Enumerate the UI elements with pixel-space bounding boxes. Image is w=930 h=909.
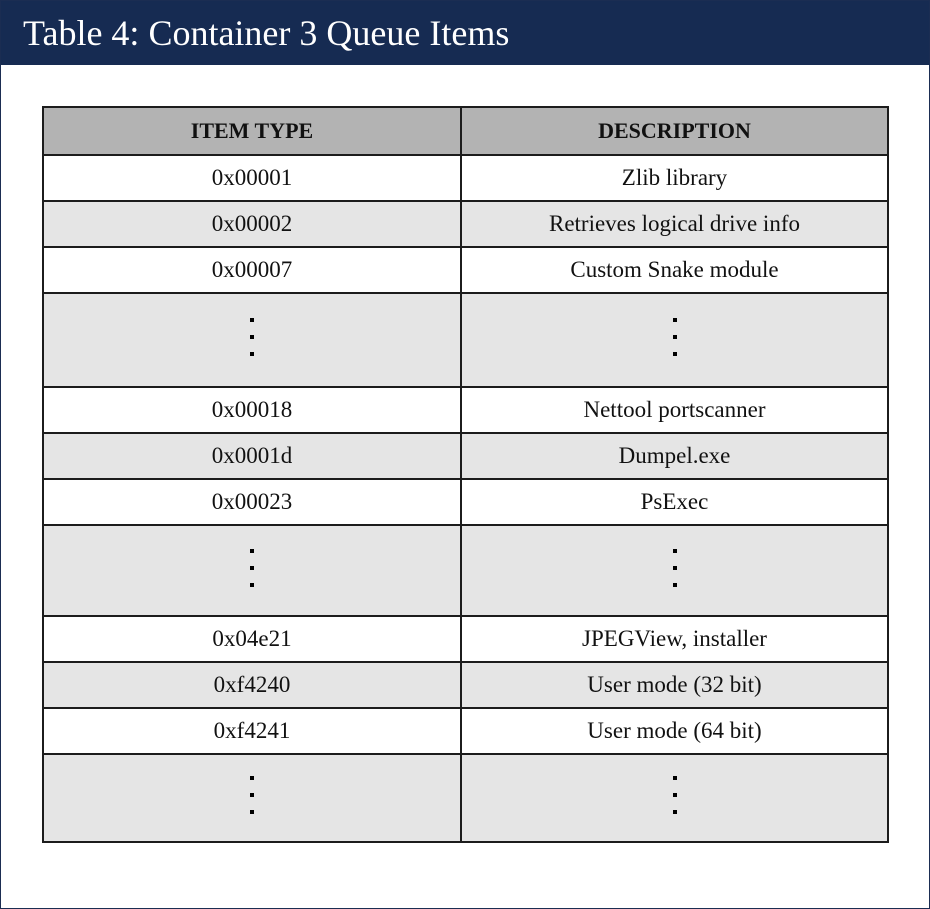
ellipsis-cell [43, 293, 461, 387]
table-row [43, 433, 888, 479]
ellipsis-cell [43, 754, 461, 842]
table-row [43, 247, 888, 293]
table-row [43, 387, 888, 433]
item-type-cell: 0x00002 [43, 201, 461, 247]
table-row [43, 155, 888, 201]
vertical-ellipsis-icon [671, 317, 679, 357]
vertical-ellipsis-icon [248, 317, 256, 357]
vertical-ellipsis-icon [671, 775, 679, 815]
ellipsis-cell [461, 525, 888, 616]
table-row [43, 662, 888, 708]
description-cell: Custom Snake module [461, 247, 888, 293]
table-row [43, 616, 888, 662]
header-row [43, 107, 888, 155]
column-header-description: DESCRIPTION [461, 107, 888, 155]
table-row [43, 708, 888, 754]
column-header-item-type: ITEM TYPE [43, 107, 461, 155]
ellipsis-cell [43, 525, 461, 616]
item-type-cell: 0x00018 [43, 387, 461, 433]
item-type-cell: 0x00023 [43, 479, 461, 525]
description-cell: User mode (32 bit) [461, 662, 888, 708]
description-cell: Dumpel.exe [461, 433, 888, 479]
item-type-cell: 0x00007 [43, 247, 461, 293]
ellipsis-cell [461, 754, 888, 842]
ellipsis-cell [461, 293, 888, 387]
vertical-ellipsis-icon [248, 548, 256, 588]
description-cell: User mode (64 bit) [461, 708, 888, 754]
ellipsis-row [43, 525, 888, 616]
ellipsis-row [43, 754, 888, 842]
description-cell: Zlib library [461, 155, 888, 201]
description-cell: Retrieves logical drive info [461, 201, 888, 247]
table-row [43, 479, 888, 525]
item-type-cell: 0x0001d [43, 433, 461, 479]
description-cell: Nettool portscanner [461, 387, 888, 433]
description-cell: PsExec [461, 479, 888, 525]
vertical-ellipsis-icon [248, 775, 256, 815]
item-type-cell: 0x04e21 [43, 616, 461, 662]
item-type-cell: 0xf4241 [43, 708, 461, 754]
item-type-cell: 0xf4240 [43, 662, 461, 708]
ellipsis-row [43, 293, 888, 387]
item-type-cell: 0x00001 [43, 155, 461, 201]
table-caption: Table 4: Container 3 Queue Items [1, 1, 929, 65]
vertical-ellipsis-icon [671, 548, 679, 588]
queue-items-table [42, 106, 889, 843]
table-row [43, 201, 888, 247]
description-cell: JPEGView, installer [461, 616, 888, 662]
